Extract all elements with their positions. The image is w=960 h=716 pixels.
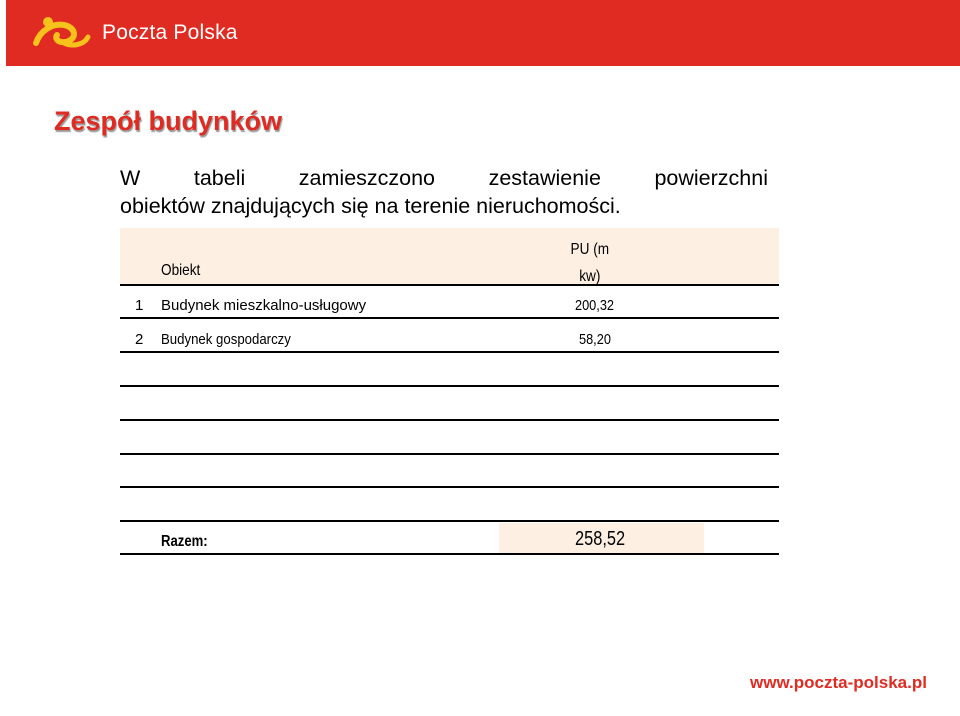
row-value: 200,32 bbox=[575, 297, 615, 314]
total-value: 258,52 bbox=[575, 528, 626, 550]
column-header-obiekt: Obiekt bbox=[161, 262, 201, 279]
intro-line-2: obiektów znajdujących się na terenie nieruchomości. bbox=[120, 194, 621, 218]
table-divider bbox=[120, 385, 779, 387]
column-header-pu bbox=[566, 236, 614, 290]
total-label: Razem: bbox=[161, 533, 208, 550]
table-header bbox=[120, 228, 779, 284]
column-header-pu-line2: kw) bbox=[579, 268, 601, 285]
horn-logo-icon bbox=[30, 13, 92, 53]
row-number: 2 bbox=[135, 331, 144, 348]
brand-name: Poczta Polska bbox=[102, 21, 238, 44]
row-name: Budynek mieszkalno-usługowy bbox=[161, 297, 367, 314]
column-header-pu-line1: PU (m bbox=[570, 241, 610, 258]
table-divider bbox=[120, 453, 779, 455]
table-divider bbox=[120, 317, 779, 319]
intro-text bbox=[120, 164, 768, 220]
table-divider bbox=[120, 553, 779, 555]
row-value: 58,20 bbox=[579, 331, 611, 348]
intro-line-1: W tabeli zamieszczono zestawienie powierzchni bbox=[120, 166, 768, 190]
footer-url[interactable]: www.poczta-polska.pl bbox=[750, 673, 927, 692]
header-bar bbox=[6, 0, 960, 66]
logo[interactable] bbox=[30, 10, 238, 56]
table-divider bbox=[120, 520, 779, 522]
table-divider bbox=[120, 419, 779, 421]
table-divider bbox=[120, 351, 779, 353]
row-number: 1 bbox=[135, 297, 144, 314]
table-divider bbox=[120, 486, 779, 488]
slide-title: Zespół budynków bbox=[54, 106, 283, 136]
table-divider bbox=[120, 284, 779, 286]
row-name: Budynek gospodarczy bbox=[161, 331, 291, 348]
